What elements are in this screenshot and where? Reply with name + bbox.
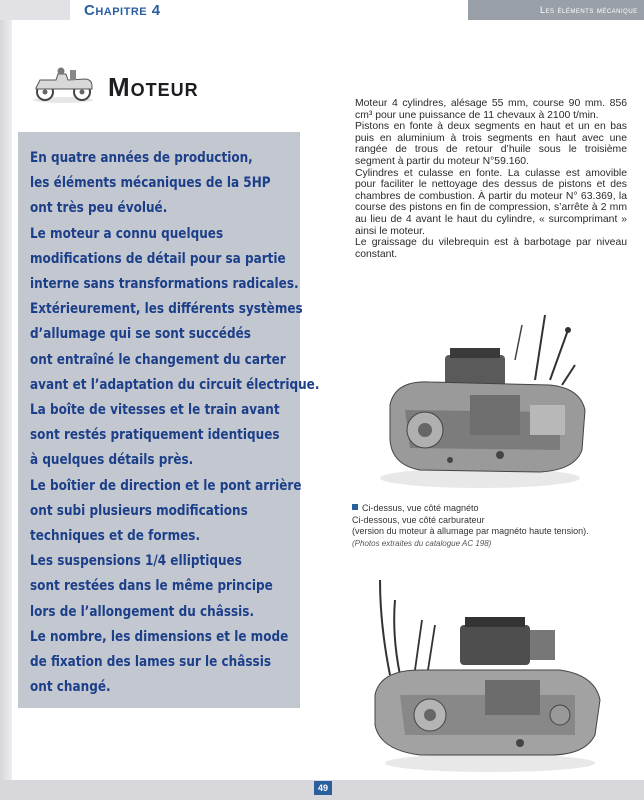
info-line: de fixation des lames sur le châssis (30, 654, 271, 671)
body-paragraph: Le graissage du vilebrequin est à barbotage par niveau constant. (355, 237, 627, 260)
body-text (355, 98, 627, 260)
info-line: La boîte de vitesses et le train avant (30, 402, 280, 419)
caption-source: (Photos extraites du catalogue AC 198) (352, 538, 492, 548)
info-line: à quelques détails près. (30, 452, 194, 469)
info-line: sont restés pratiquement identiques (30, 427, 280, 444)
info-line: Le boîtier de direction et le pont arrière (30, 477, 302, 494)
chapter-tab (70, 0, 468, 20)
info-line: Le moteur a connu quelques (30, 225, 224, 242)
info-line: ont entraîné le changement du carter (30, 351, 286, 368)
body-paragraph: Cylindres et culasse en fonte. La culasse est amovible pour faciliter le nettoyage des dessus de pistons et des chambres de combustion. À partir du moteur N° 63.369, la course des pistons en fin de compression, s’arrête à 2 mm au lieu de 4 avant le haut du cylindre, « surcomprimant » ainsi le moteur. (355, 167, 627, 237)
info-panel-text (30, 146, 320, 700)
chapter-label: Chapitre 4 (84, 2, 161, 19)
caption-line-3: (version du moteur à allumage par magnéto haute tension). (352, 526, 589, 536)
body-paragraph: Moteur 4 cylindres, alésage 55 mm, course 90 mm. 856 cm³ pour une puissance de 11 chevaux à 2100 t/min. (355, 98, 627, 121)
caption-line-2: Ci-dessous, vue côté carburateur (352, 514, 485, 525)
info-line: techniques et de formes. (30, 528, 201, 545)
engine-photo-carburetor-side (360, 575, 620, 775)
page-title: Moteur (108, 72, 199, 102)
page-number: 49 (314, 781, 332, 795)
info-line: ont très peu évolué. (30, 200, 168, 217)
info-line: lors de l’allongement du châssis. (30, 603, 255, 620)
info-line: modifications de détail pour sa partie (30, 250, 286, 267)
page-margin-strip (0, 20, 12, 780)
body-paragraph: Pistons en fonte à deux segments en haut et un en bas puis en aluminium à trois segments en haut avec une rangée de trous de retour d’huile sous le troisième segment à partir du moteur N°59.160. (355, 121, 627, 167)
info-line: avant et l’adaptation du circuit électrique. (30, 376, 320, 393)
caption-line-1: Ci-dessus, vue côté magnéto (352, 503, 632, 515)
info-panel (18, 132, 320, 708)
section-header (468, 0, 644, 20)
info-line: Extérieurement, les différents systèmes (30, 301, 303, 318)
info-line: Les suspensions 1/4 elliptiques (30, 553, 242, 570)
caption-bullet (352, 504, 358, 510)
section-label: Les éléments mécanique (540, 5, 638, 15)
info-line: interne sans transformations radicales. (30, 276, 299, 293)
info-line: ont changé. (30, 679, 111, 696)
info-line: d’allumage qui se sont succédés (30, 326, 251, 343)
photo-caption (352, 503, 632, 549)
info-line: ont subi plusieurs modifications (30, 502, 248, 519)
vintage-car-icon (30, 62, 96, 104)
info-line: les éléments mécaniques de la 5HP (30, 175, 271, 192)
info-line: Le nombre, les dimensions et le mode (30, 628, 289, 645)
engine-photo-magneto-side (350, 310, 620, 495)
info-line: En quatre années de production, (30, 150, 253, 166)
info-line: sont restées dans le même principe (30, 578, 273, 595)
